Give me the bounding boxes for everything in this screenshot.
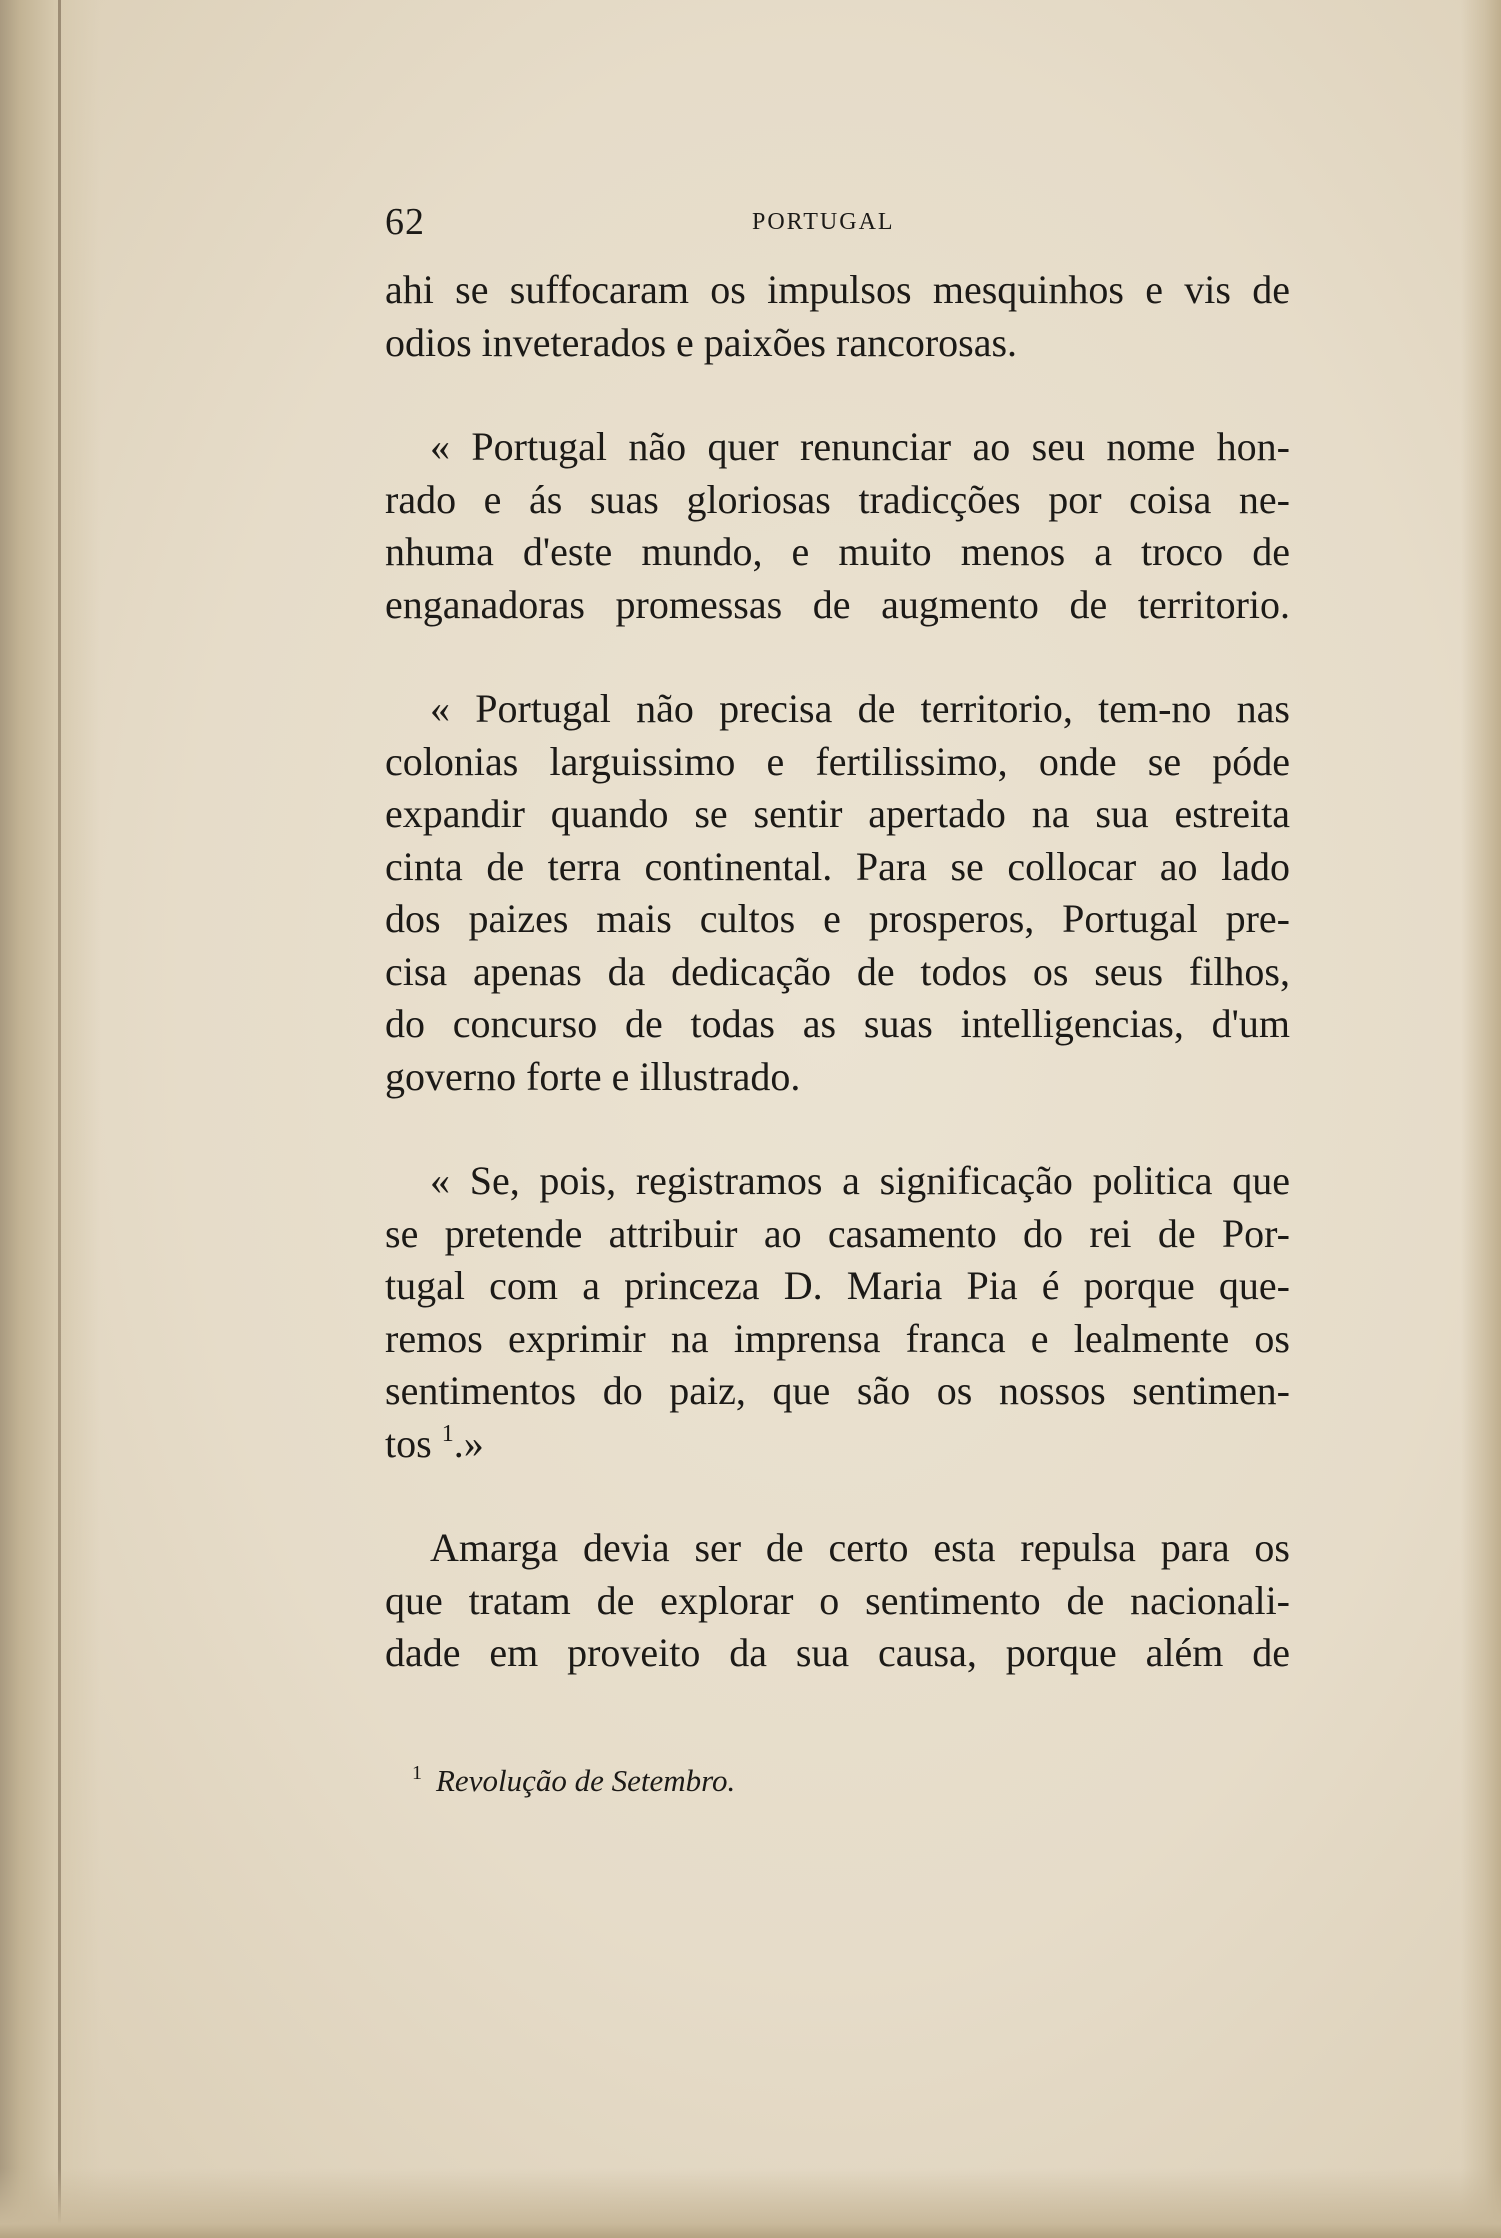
- text-line: dos paizes mais cultos e prosperos, Portugal pre-: [385, 896, 1290, 941]
- text-line: enganadoras promessas de augmento de territorio.: [385, 581, 1290, 627]
- text-line: dade em proveito da sua causa, porque além de: [385, 1630, 1290, 1675]
- footnote-mark: 1: [412, 1762, 422, 1784]
- text-line: cisa apenas da dedicação de todos os seus filhos,: [385, 948, 1290, 994]
- page-bottom-edge-shadow: [0, 2168, 1501, 2238]
- text-line: tugal com a princeza D. Maria Pia é porque que-: [385, 1263, 1290, 1308]
- text-line: odios inveterados e paixões rancorosas.: [385, 319, 1018, 365]
- text-line: colonias larguissimo e fertilissimo, onde se póde: [385, 738, 1290, 784]
- binding-crease: [58, 0, 61, 2238]
- text-line: que tratam de explorar o sentimento de nacionali-: [385, 1577, 1290, 1623]
- text-line: governo forte e illustrado.: [385, 1053, 801, 1099]
- text-line-last: [385, 1418, 1290, 1471]
- text-line: « Portugal não quer renunciar ao seu nome hon-: [430, 424, 1290, 469]
- text-line: cinta de terra continental. Para se collocar ao lado: [385, 843, 1290, 889]
- page-left-edge-shadow: [0, 0, 100, 2238]
- text-line: se pretende attribuir ao casamento do rei de Por-: [385, 1210, 1290, 1256]
- paragraph-4: [385, 1155, 1290, 1470]
- text-line: nhuma d'este mundo, e muito menos a troco de: [385, 529, 1290, 574]
- paragraph-5: [385, 1522, 1290, 1680]
- text-line: Amarga devia ser de certo esta repulsa para os: [430, 1525, 1290, 1570]
- footnote-text: Revolução de Setembro.: [436, 1763, 736, 1798]
- footnote: [412, 1762, 735, 1799]
- text-line: ahi se suffocaram os impulsos mesquinhos e vis de: [385, 267, 1290, 312]
- paragraph-1: [385, 264, 1290, 369]
- text-line: sentimentos do paiz, que são os nossos sentimen-: [385, 1368, 1290, 1413]
- page-text-block: [385, 200, 1290, 1732]
- page-number: 62: [385, 201, 425, 243]
- text-line: rado e ás suas gloriosas tradicções por coisa ne-: [385, 476, 1290, 522]
- text-line: « Portugal não precisa de territorio, tem-no nas: [430, 686, 1290, 731]
- footnote-reference[interactable]: 1: [441, 1420, 454, 1447]
- text-fragment: tos: [385, 1420, 432, 1466]
- text-line: « Se, pois, registramos a significação politica que: [430, 1158, 1290, 1203]
- text-line: do concurso de todas as suas intelligencias, d'um: [385, 1001, 1290, 1046]
- paragraph-2: [385, 421, 1290, 631]
- text-line: remos exprimir na imprensa franca e lealmente os: [385, 1315, 1290, 1361]
- text-fragment: .»: [453, 1420, 484, 1466]
- page-header: [385, 200, 1290, 250]
- text-line: expandir quando se sentir apertado na sua estreita: [385, 791, 1290, 836]
- paragraph-3: [385, 683, 1290, 1103]
- running-title: PORTUGAL: [752, 209, 895, 235]
- page-right-edge-shadow: [1461, 0, 1501, 2238]
